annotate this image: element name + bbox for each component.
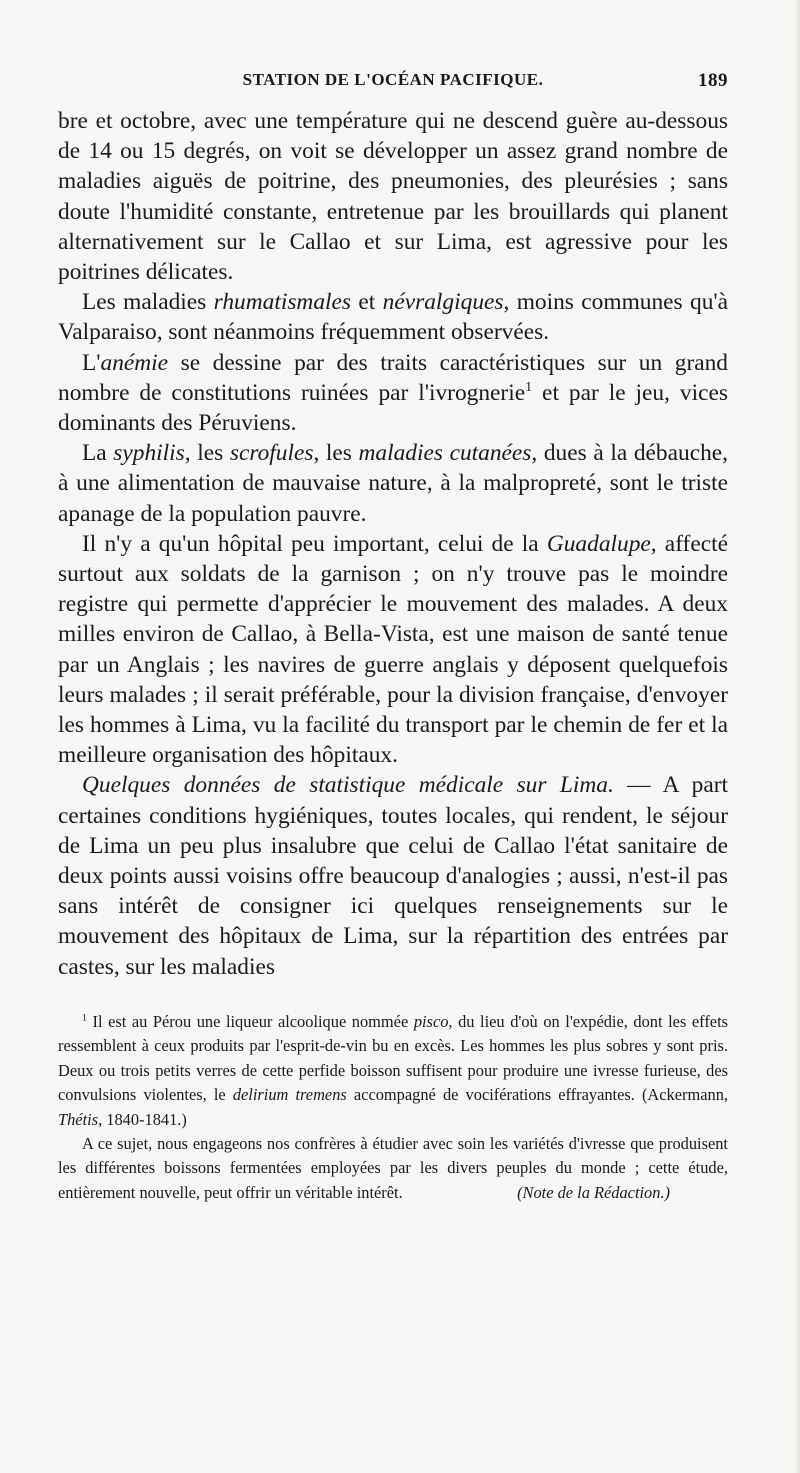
- text-run: L': [82, 349, 101, 376]
- footnote: [58, 1010, 728, 1132]
- text-run: , dues à la débauche, à une alimentation de mauvaise nature, à la malpropreté, sont le triste apanage de la population pauvre.: [58, 440, 728, 527]
- italic-phrase: anémie: [100, 349, 169, 376]
- text-run: , affecté surtout aux soldats de la garnison ; on n'y trouve pas le moindre registre qui permette d'apprécier le mouvement des malades. A deux milles environ de Callao, à Bella-Vista, est une maison de santé tenue par un Anglais ; les navires de guerre anglais y déposent quelquefois leurs malades ; il serait préférable, pour la division française, d'envoyer les hommes à Lima, vu la facilité du transport par le chemin de fer et la meilleure organisation des hôpitaux.: [58, 530, 728, 769]
- text-run: Il est au Pérou une liqueur alcoolique nommée: [86, 1011, 414, 1031]
- text-run: bre et octobre, avec une température qui ne descend guère au-dessous de 14 ou 15 degrés, on voit se développer un assez grand nombre de maladies aiguës de poitrine, des pneumonies, des pleurésies ; sans doute l'humidité constante, entretenue par les brouillards qui planent alternativement sur le Callao et sur Lima, est agressive pour les poitrines délicates.: [58, 108, 728, 286]
- text-run: accompagné de vociférations effrayantes. (Ackermann,: [346, 1085, 728, 1105]
- italic-phrase: Quelques données de statistique médicale sur Lima.: [82, 772, 614, 799]
- italic-phrase: pisco: [413, 1011, 449, 1031]
- footnotes: [58, 1010, 728, 1205]
- paragraph: [58, 348, 728, 439]
- italic-phrase: Guadalupe: [546, 530, 651, 557]
- text-run: — A part certaines conditions hygiéniques, toutes locales, qui rendent, le séjour de Lima un peu plus insalubre que celui de Callao l'état sanitaire de deux points aussi voisins offre beaucoup d'analogies ; aussi, n'est-il pas sans intérêt de consigner ici quelques renseignements sur le mouvement des hôpitaux de Lima, sur la répartition des entrées par castes, sur les maladies: [58, 772, 729, 980]
- text-run: , les: [313, 440, 359, 467]
- italic-phrase: maladies cutanées: [358, 440, 532, 467]
- text-run: , moins communes qu'à Valparaiso, sont néanmoins fréquemment observées.: [58, 289, 729, 346]
- page-number: 189: [698, 70, 728, 91]
- paragraph: [58, 770, 728, 981]
- text-run: Les maladies: [82, 289, 214, 316]
- footnote-marker: 1: [525, 379, 533, 396]
- text-run: et: [351, 289, 383, 316]
- text-run: et par le jeu, vices dominants des Péruviens.: [58, 379, 728, 437]
- running-header: [58, 70, 728, 100]
- editorial-signature: (Note de la Rédaction.): [517, 1182, 670, 1202]
- italic-phrase: syphilis: [113, 440, 185, 467]
- paragraph: [58, 438, 728, 529]
- text-run: La: [82, 440, 114, 467]
- paragraph: [58, 529, 728, 771]
- italic-phrase: scrofules: [229, 440, 314, 467]
- footnote: [58, 1132, 728, 1205]
- text-run: Il n'y a qu'un hôpital peu important, celui de la: [82, 530, 547, 557]
- book-page: [58, 70, 728, 1205]
- italic-phrase: névralgiques: [382, 289, 504, 316]
- italic-phrase: Thétis: [58, 1109, 99, 1129]
- italic-phrase: rhumatismales: [213, 289, 352, 316]
- scan-edge-shadow: [794, 0, 800, 1473]
- italic-phrase: delirium tremens: [232, 1085, 347, 1105]
- paragraph: [58, 287, 728, 347]
- text-run: A ce sujet, nous engageons nos confrères à étudier avec soin les variétés d'ivresse que produisent les différentes boissons fermentées employées par les divers peuples du monde ; cette étude, entièrement nouvelle, peut offrir un véritable intérêt.: [58, 1133, 728, 1202]
- paragraph: [58, 106, 728, 287]
- text-run: , du lieu d'où on l'expédie, dont les effets ressemblent à ceux produits par l'esprit-de-vin bu en excès. Les hommes les plus sobres y sont pris. Deux ou trois petits verres de cette perfide boisson suffisent pour produire une ivresse furieuse, des convulsions violentes, le: [58, 1011, 729, 1105]
- running-title: STATION DE L'OCÉAN PACIFIQUE.: [242, 70, 544, 89]
- text-run: , 1840-1841.): [98, 1109, 187, 1129]
- text-run: , les: [184, 440, 230, 467]
- body-text: [58, 106, 728, 982]
- footnote-marker: 1: [82, 1012, 87, 1024]
- text-run: se dessine par des traits caractéristiques sur un grand nombre de constitutions ruinées par l'ivrognerie: [58, 349, 728, 406]
